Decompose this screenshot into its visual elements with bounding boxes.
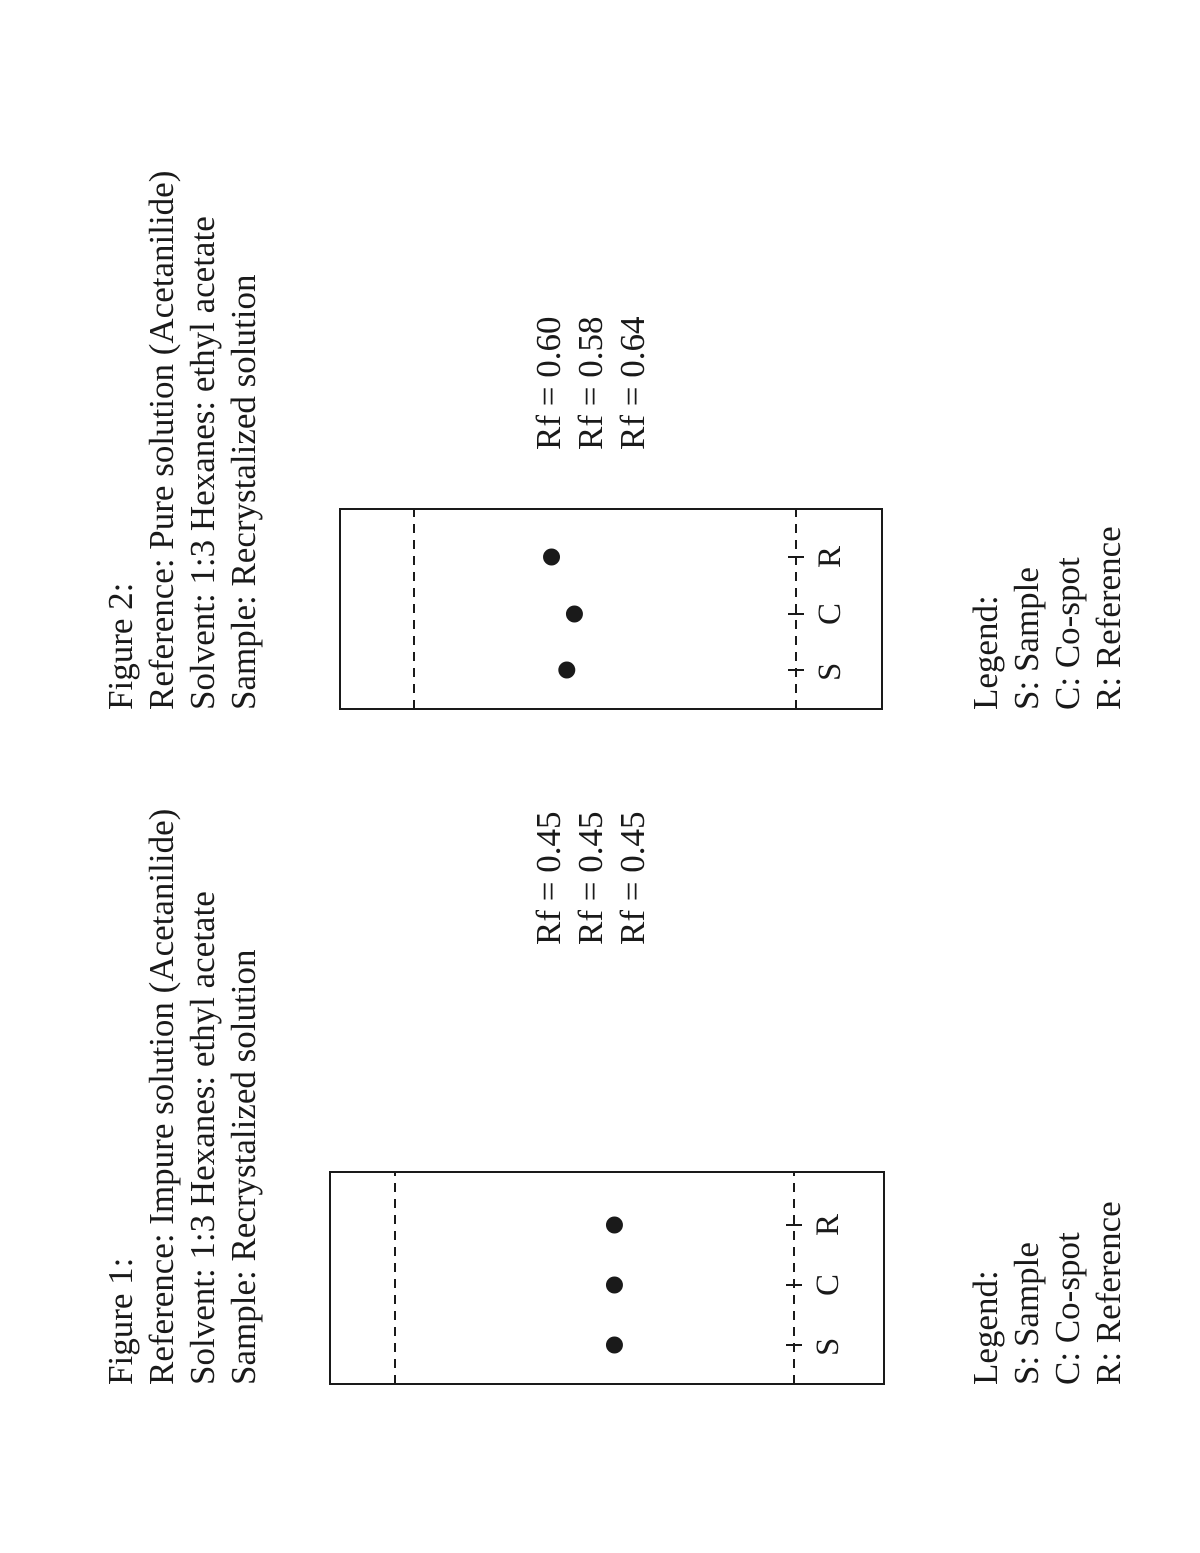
legend-reference: R: Reference (1089, 1201, 1128, 1385)
legend-title: Legend: (966, 1270, 1005, 1385)
legend-title: Legend: (966, 595, 1005, 710)
rf-value-r: Rf = 0.45 (613, 811, 652, 945)
legend (965, 526, 1129, 710)
reference-line: Reference: Pure solution (Acetanilide) (142, 170, 181, 710)
spot-r (606, 1217, 623, 1234)
plate-outline (340, 509, 882, 709)
rf-values (528, 317, 654, 451)
lane-label-s: S (810, 1337, 846, 1356)
figure-1 (0, 685, 1200, 1385)
legend-cospot: C: Co-spot (1048, 1232, 1087, 1385)
spot-r (543, 549, 560, 566)
rf-value-s: Rf = 0.60 (529, 316, 568, 450)
reference-line: Reference: Impure solution (Acetanilide) (142, 808, 181, 1385)
figure-title: Figure 1: (101, 1257, 140, 1385)
spot-c (606, 1277, 623, 1294)
spot-s (606, 1337, 623, 1354)
lane-label-c: C (810, 1273, 846, 1296)
legend-sample: S: Sample (1007, 1242, 1046, 1385)
solvent-line: Solvent: 1:3 Hexanes: ethyl acetate (183, 216, 222, 710)
rf-value-r: Rf = 0.64 (613, 316, 652, 450)
plate-outline (330, 1172, 884, 1384)
lane-label-r: R (810, 1213, 846, 1236)
figure-title: Figure 2: (101, 582, 140, 710)
lane-label-c: C (812, 602, 848, 625)
sample-line: Sample: Recrystalized solution (224, 949, 263, 1385)
legend-cospot: C: Co-spot (1048, 557, 1087, 710)
legend-reference: R: Reference (1089, 526, 1128, 710)
legend (965, 1201, 1129, 1385)
rf-value-c: Rf = 0.45 (571, 811, 610, 945)
sample-line: Sample: Recrystalized solution (224, 274, 263, 710)
lane-label-r: R (812, 545, 848, 568)
rf-values (528, 812, 654, 946)
spot-s (558, 662, 575, 679)
rf-value-s: Rf = 0.45 (529, 811, 568, 945)
figure-2 (0, 10, 1200, 710)
spot-c (566, 606, 583, 623)
solvent-line: Solvent: 1:3 Hexanes: ethyl acetate (183, 891, 222, 1385)
lane-label-s: S (812, 662, 848, 681)
legend-sample: S: Sample (1007, 567, 1046, 710)
rf-value-c: Rf = 0.58 (571, 316, 610, 450)
